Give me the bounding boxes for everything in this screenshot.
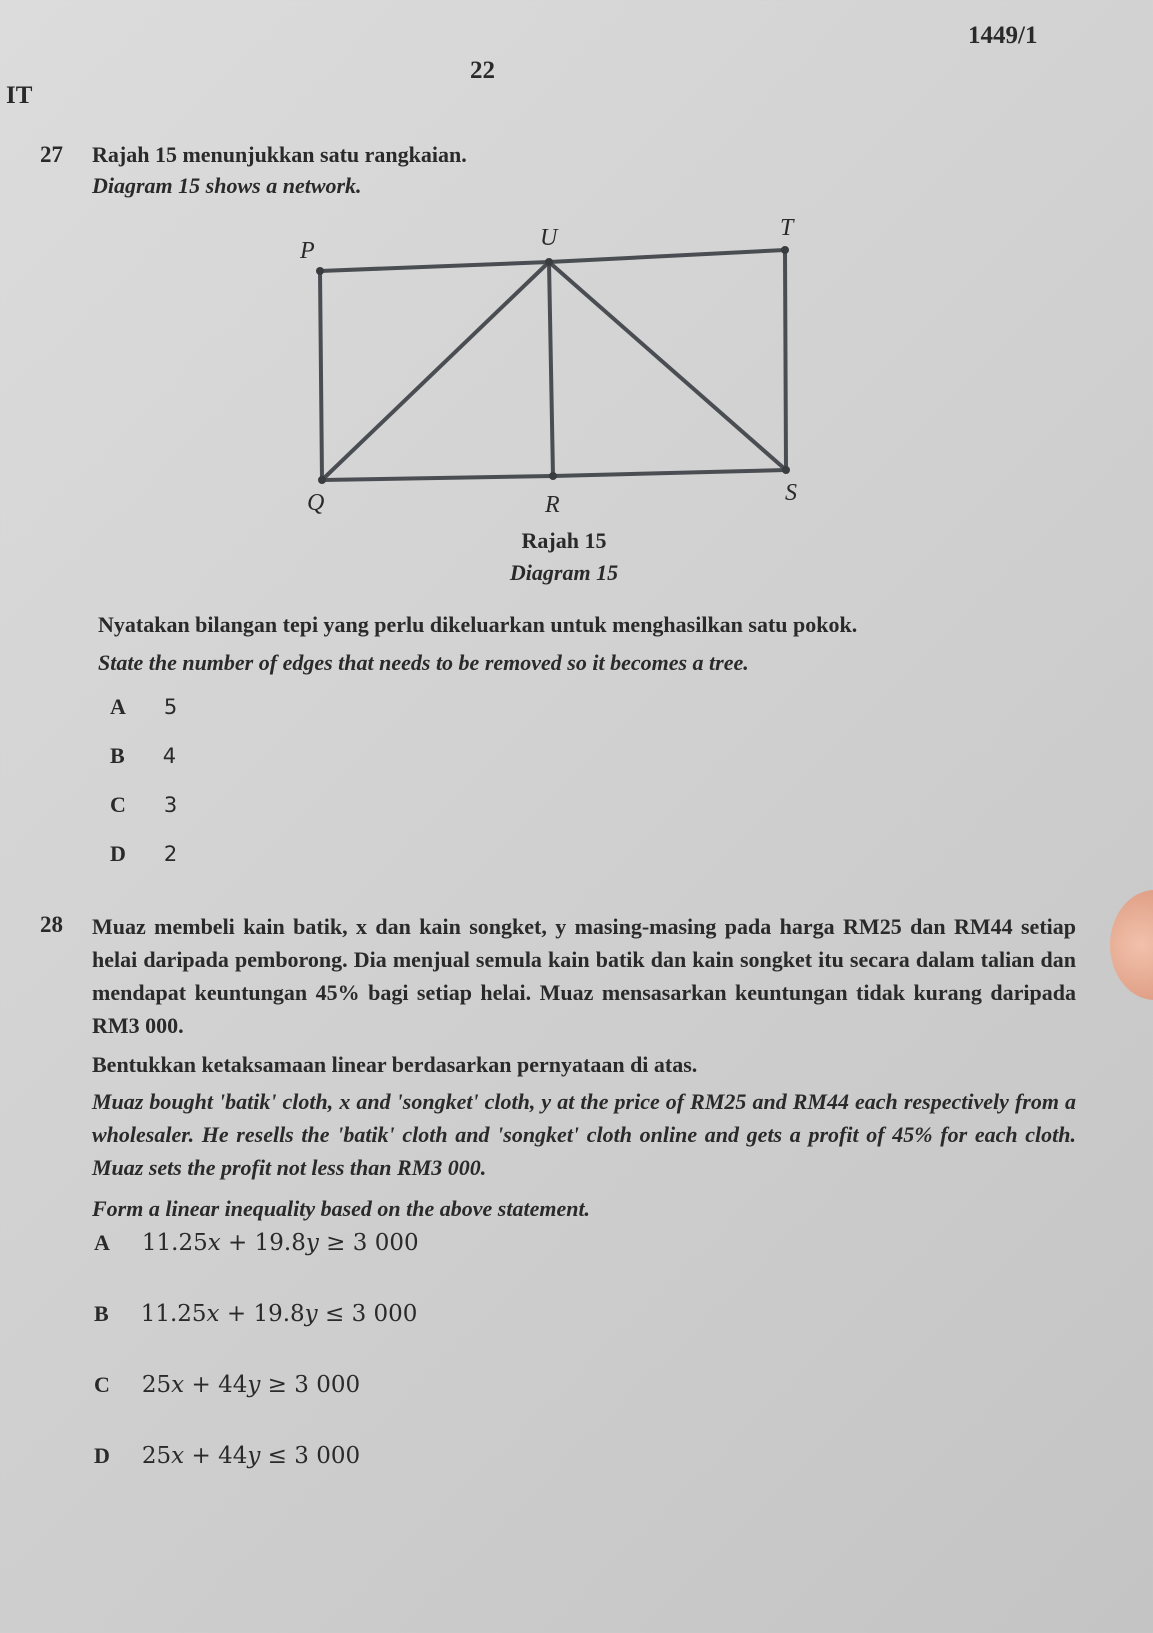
vertex-r	[549, 472, 557, 480]
option-letter: A	[110, 694, 126, 719]
label-t: T	[780, 215, 794, 241]
vertex-u	[545, 258, 553, 266]
inequality-sign: ≥	[267, 1372, 287, 1398]
option-letter: D	[110, 841, 126, 866]
rhs: 3 000	[294, 1443, 361, 1469]
rhs: 3 000	[351, 1301, 418, 1327]
rhs: 3 000	[352, 1230, 419, 1256]
coef-x: 25	[141, 1443, 172, 1469]
q27-option-d[interactable]	[110, 841, 177, 867]
paper-code: 1449/1	[968, 22, 1038, 49]
edge-t-s	[785, 250, 786, 470]
q27-stem-ms: Rajah 15 menunjukkan satu rangkaian.	[92, 142, 467, 167]
q28-option-c[interactable]	[94, 1372, 360, 1398]
option-value: 2	[163, 842, 178, 866]
option-letter: D	[94, 1443, 110, 1468]
edge-p-q	[320, 271, 322, 480]
coef-x: 11.25	[140, 1301, 207, 1327]
label-p: P	[300, 238, 315, 264]
vertex-s	[782, 466, 790, 474]
q28-number: 28	[40, 912, 63, 937]
fingertip	[1110, 890, 1153, 1000]
q28-instruction-en: Form a linear inequality based on the above statement.	[92, 1196, 591, 1221]
q27-option-c[interactable]	[110, 792, 177, 818]
option-value: 3	[163, 793, 178, 817]
edge-u-r	[549, 262, 553, 476]
inequality-sign: ≤	[324, 1301, 345, 1327]
label-u: U	[540, 225, 558, 251]
diagram-caption-en: Diagram 15	[509, 560, 619, 585]
inequality: 11.25x + 19.8y ≤ 3 000	[140, 1301, 418, 1327]
coef-y: 44	[218, 1372, 248, 1398]
label-r: R	[545, 492, 560, 518]
q27-stem-en: Diagram 15 shows a network.	[92, 173, 362, 198]
coef-y: 44	[218, 1443, 248, 1469]
vertex-q	[318, 476, 326, 484]
inequality: 11.25x + 19.8y ≥ 3 000	[141, 1230, 419, 1256]
page-number: 22	[470, 57, 495, 84]
q27-question-en: State the number of edges that needs to be removed so it becomes a tree.	[98, 650, 749, 675]
q28-instruction-ms: Bentukkan ketaksamaan linear berdasarkan pernyataan di atas.	[92, 1052, 698, 1077]
coef-y: 19.8	[254, 1230, 306, 1256]
option-letter: A	[94, 1230, 110, 1255]
q27-option-b[interactable]	[110, 743, 176, 769]
label-s: S	[785, 480, 797, 506]
rhs: 3 000	[294, 1372, 361, 1398]
edge-p-u	[320, 262, 549, 271]
q28-text-ms: Muaz membeli kain batik, x dan kain songket, y masing-masing pada harga RM25 dan RM44 setiap helai daripada pemborong. Dia menjual semula kain batik dan kain songket itu secara dalam talian dan mendapat keuntungan 45% bagi setiap helai. Muaz mensasarkan keuntungan tidak kurang daripada RM3 000.	[92, 914, 1076, 1038]
edge-u-s	[549, 262, 786, 470]
option-value: 5	[163, 695, 178, 719]
option-letter: B	[110, 743, 125, 768]
option-letter: C	[94, 1372, 110, 1397]
option-letter: C	[110, 792, 126, 817]
q28-option-d[interactable]	[94, 1443, 360, 1469]
edge-u-q	[322, 262, 549, 480]
edge-r-s	[553, 470, 786, 476]
q27-option-a[interactable]	[110, 694, 177, 720]
network-diagram	[0, 0, 1153, 560]
diagram-caption-ms: Rajah 15	[521, 528, 607, 553]
side-mark: IT	[6, 82, 33, 109]
option-letter: B	[94, 1301, 109, 1326]
coef-x: 11.25	[141, 1230, 208, 1256]
coef-y: 19.8	[253, 1301, 305, 1327]
q28-option-b[interactable]	[94, 1301, 417, 1327]
vertex-t	[781, 246, 789, 254]
coef-x: 25	[141, 1372, 172, 1398]
q27-question-ms: Nyatakan bilangan tepi yang perlu dikeluarkan untuk menghasilkan satu pokok.	[98, 612, 858, 637]
q27-number: 27	[40, 142, 63, 167]
label-q: Q	[307, 490, 325, 516]
edge-q-r	[322, 476, 553, 480]
inequality: 25x + 44y ≥ 3 000	[141, 1372, 361, 1398]
inequality-sign: ≤	[267, 1443, 287, 1469]
q28-text-en: Muaz bought 'batik' cloth, x and 'songket' cloth, y at the price of RM25 and RM44 each respectively from a wholesaler. He resells the 'batik' cloth and 'songket' cloth online and gets a profit of 45% for each cloth. Muaz sets the profit not less than RM3 000.	[92, 1089, 1076, 1180]
q28-option-a[interactable]	[94, 1230, 419, 1256]
inequality: 25x + 44y ≤ 3 000	[141, 1443, 361, 1469]
vertex-p	[316, 267, 324, 275]
option-value: 4	[162, 744, 177, 768]
inequality-sign: ≥	[326, 1230, 346, 1256]
edge-u-t	[549, 250, 785, 262]
